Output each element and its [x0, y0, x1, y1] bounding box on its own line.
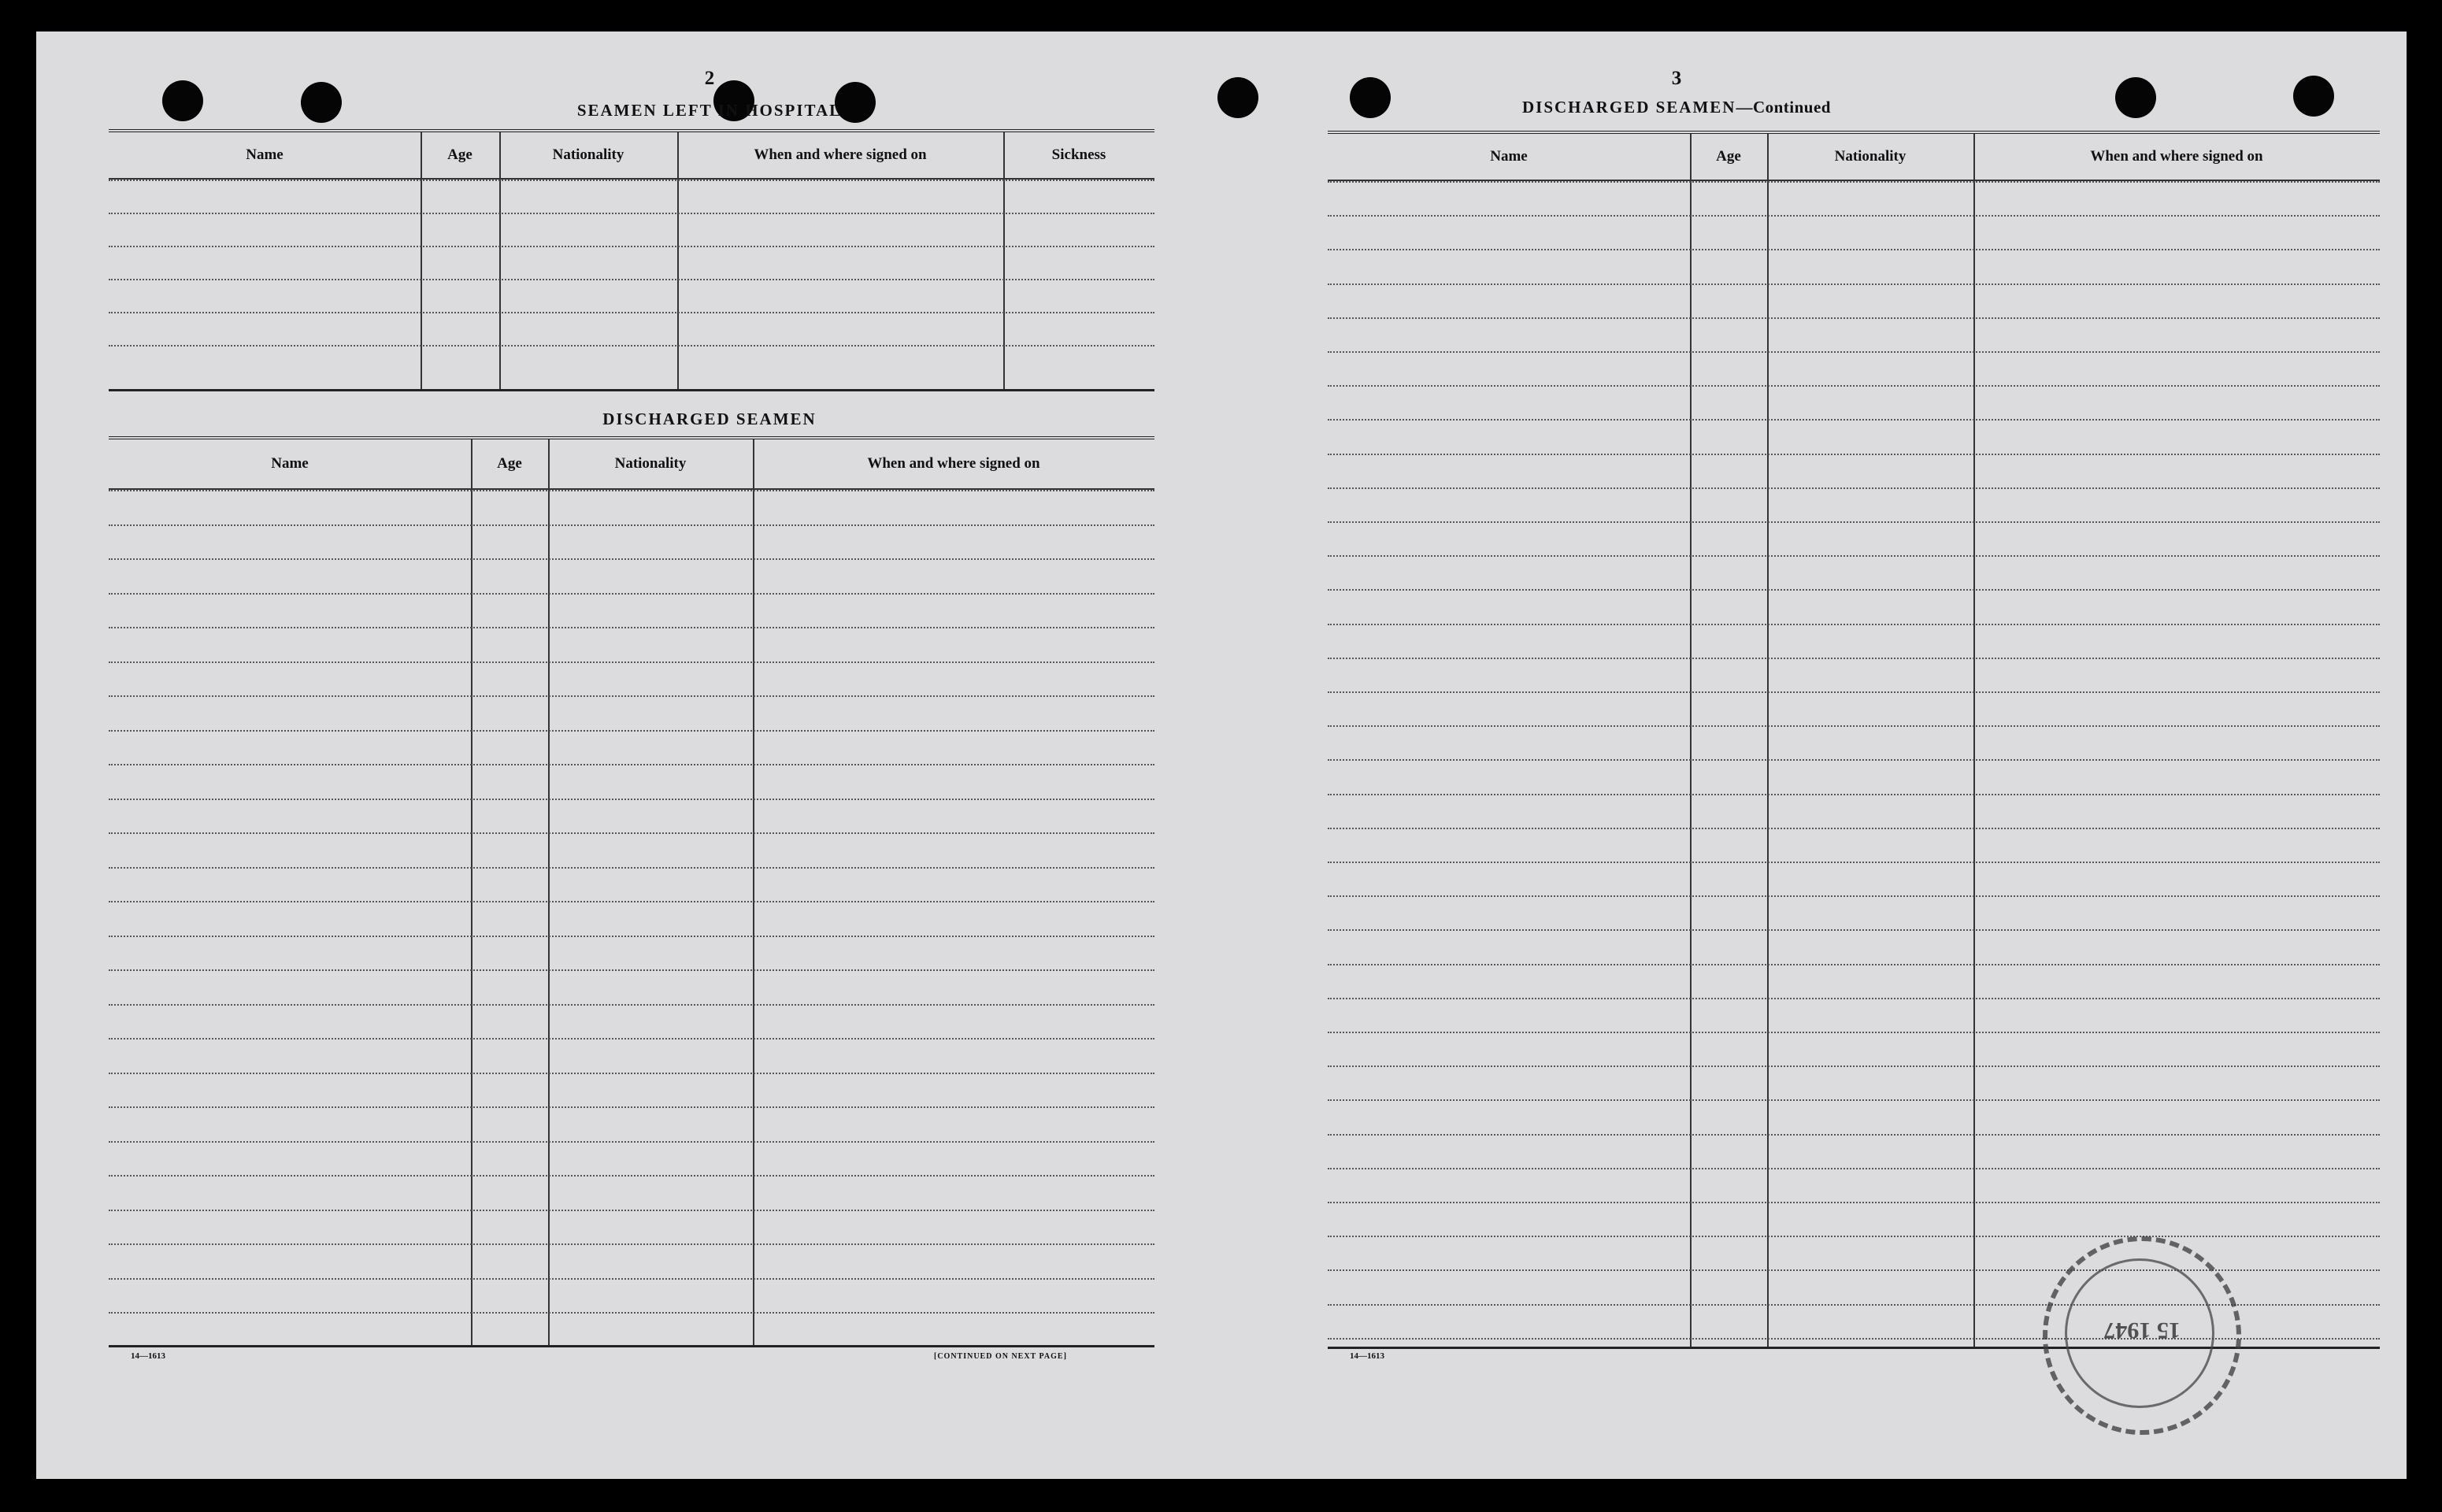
- table-row: [1328, 521, 2380, 523]
- table-row: [109, 1141, 1154, 1143]
- hospital-table-rows: [109, 180, 1154, 389]
- page-number: 2: [704, 68, 715, 89]
- table-row: [109, 524, 1154, 526]
- discharged-continued-title: [1217, 98, 2136, 117]
- table-row: [1328, 1099, 2380, 1101]
- discharged-table: [109, 436, 1154, 1347]
- column-header-nationality: Nationality: [1834, 148, 1907, 165]
- left-page: [36, 32, 1202, 1479]
- column-header-signed-on: When and where signed on: [754, 146, 927, 163]
- discharged-table-header: [109, 439, 1154, 490]
- table-row: [1328, 284, 2380, 285]
- table-row: [1328, 249, 2380, 250]
- table-row: [109, 764, 1154, 765]
- table-row: [1328, 998, 2380, 999]
- column-header-name: Name: [271, 455, 309, 472]
- table-row: [1328, 624, 2380, 625]
- table-row: [109, 213, 1154, 214]
- table-row: [1328, 1065, 2380, 1067]
- hospital-table-header: [109, 132, 1154, 180]
- table-row: [109, 1004, 1154, 1006]
- table-row: [109, 345, 1154, 346]
- discharged-continued-rows: [1328, 181, 2380, 1347]
- table-row: [1328, 181, 2380, 183]
- table-row: [109, 1243, 1154, 1245]
- discharged-continued-table: [1328, 131, 2380, 1349]
- column-header-nationality: Nationality: [614, 455, 687, 472]
- table-row: [1328, 759, 2380, 761]
- column-header-age: Age: [447, 146, 472, 163]
- table-row: [109, 593, 1154, 595]
- table-row: [109, 695, 1154, 697]
- discharged-continued-title-main: DISCHARGED SEAMEN: [1522, 98, 1736, 117]
- table-row: [1328, 1269, 2380, 1271]
- punch-hole: [2293, 76, 2334, 117]
- table-row: [1328, 691, 2380, 693]
- discharged-table-rows: [109, 490, 1154, 1345]
- table-row: [1328, 589, 2380, 591]
- table-row: [109, 312, 1154, 313]
- continued-note: [CONTINUED ON NEXT PAGE]: [934, 1352, 1067, 1361]
- table-row: [109, 627, 1154, 628]
- column-header-age: Age: [497, 455, 522, 472]
- stamp-date: 15 1947: [2103, 1317, 2181, 1343]
- table-row: [109, 1278, 1154, 1280]
- table-row: [1328, 1032, 2380, 1033]
- table-row: [1328, 794, 2380, 795]
- table-row: [1328, 454, 2380, 455]
- table-row: [109, 1210, 1154, 1211]
- table-row: [1328, 1134, 2380, 1136]
- form-number: 14—1613: [1350, 1351, 1384, 1361]
- column-header-nationality: Nationality: [552, 146, 624, 163]
- column-header-name: Name: [1490, 148, 1528, 165]
- table-row: [109, 662, 1154, 663]
- column-header-signed-on: When and where signed on: [867, 455, 1040, 472]
- table-row: [1328, 929, 2380, 931]
- table-row: [1328, 725, 2380, 727]
- table-row: [1328, 215, 2380, 217]
- hospital-table: [109, 129, 1154, 391]
- table-row: [109, 1038, 1154, 1040]
- table-row: [109, 799, 1154, 800]
- table-row: [1328, 1202, 2380, 1203]
- table-row: [109, 867, 1154, 869]
- table-row: [109, 490, 1154, 491]
- form-number: 14—1613: [131, 1351, 165, 1361]
- table-row: [109, 969, 1154, 971]
- table-row: [109, 246, 1154, 247]
- table-row: [109, 1312, 1154, 1314]
- table-row: [109, 730, 1154, 732]
- table-row: [109, 1073, 1154, 1074]
- document-sheet: [36, 32, 2407, 1479]
- table-row: [1328, 895, 2380, 897]
- table-row: [1328, 555, 2380, 557]
- hospital-section-title: SEAMEN LEFT IN HOSPITAL: [576, 101, 843, 120]
- table-row: [1328, 964, 2380, 965]
- table-row: [1328, 487, 2380, 489]
- received-stamp: [2043, 1236, 2241, 1435]
- table-row: [1328, 862, 2380, 863]
- column-header-name: Name: [246, 146, 283, 163]
- table-row: [109, 180, 1154, 181]
- discharged-continued-header: [1328, 134, 2380, 181]
- table-row: [109, 832, 1154, 834]
- table-row: [1328, 658, 2380, 659]
- table-row: [1328, 828, 2380, 829]
- table-row: [1328, 385, 2380, 387]
- table-row: [1328, 351, 2380, 353]
- discharged-continued-suffix: —Continued: [1736, 98, 1831, 117]
- discharged-section-title: DISCHARGED SEAMEN: [602, 410, 817, 428]
- table-row: [109, 558, 1154, 560]
- table-row: [109, 901, 1154, 902]
- table-row: [1328, 1236, 2380, 1237]
- column-header-age: Age: [1716, 148, 1741, 165]
- column-header-signed-on: When and where signed on: [2090, 148, 2263, 165]
- table-row: [1328, 419, 2380, 421]
- table-row: [109, 1175, 1154, 1177]
- table-row: [1328, 317, 2380, 319]
- column-header-sickness: Sickness: [1051, 146, 1106, 163]
- table-row: [109, 279, 1154, 280]
- right-page: [1217, 32, 2407, 1479]
- table-row: [109, 936, 1154, 937]
- table-row: [109, 1106, 1154, 1108]
- table-row: [1328, 1168, 2380, 1169]
- page-number: 3: [1671, 68, 1682, 89]
